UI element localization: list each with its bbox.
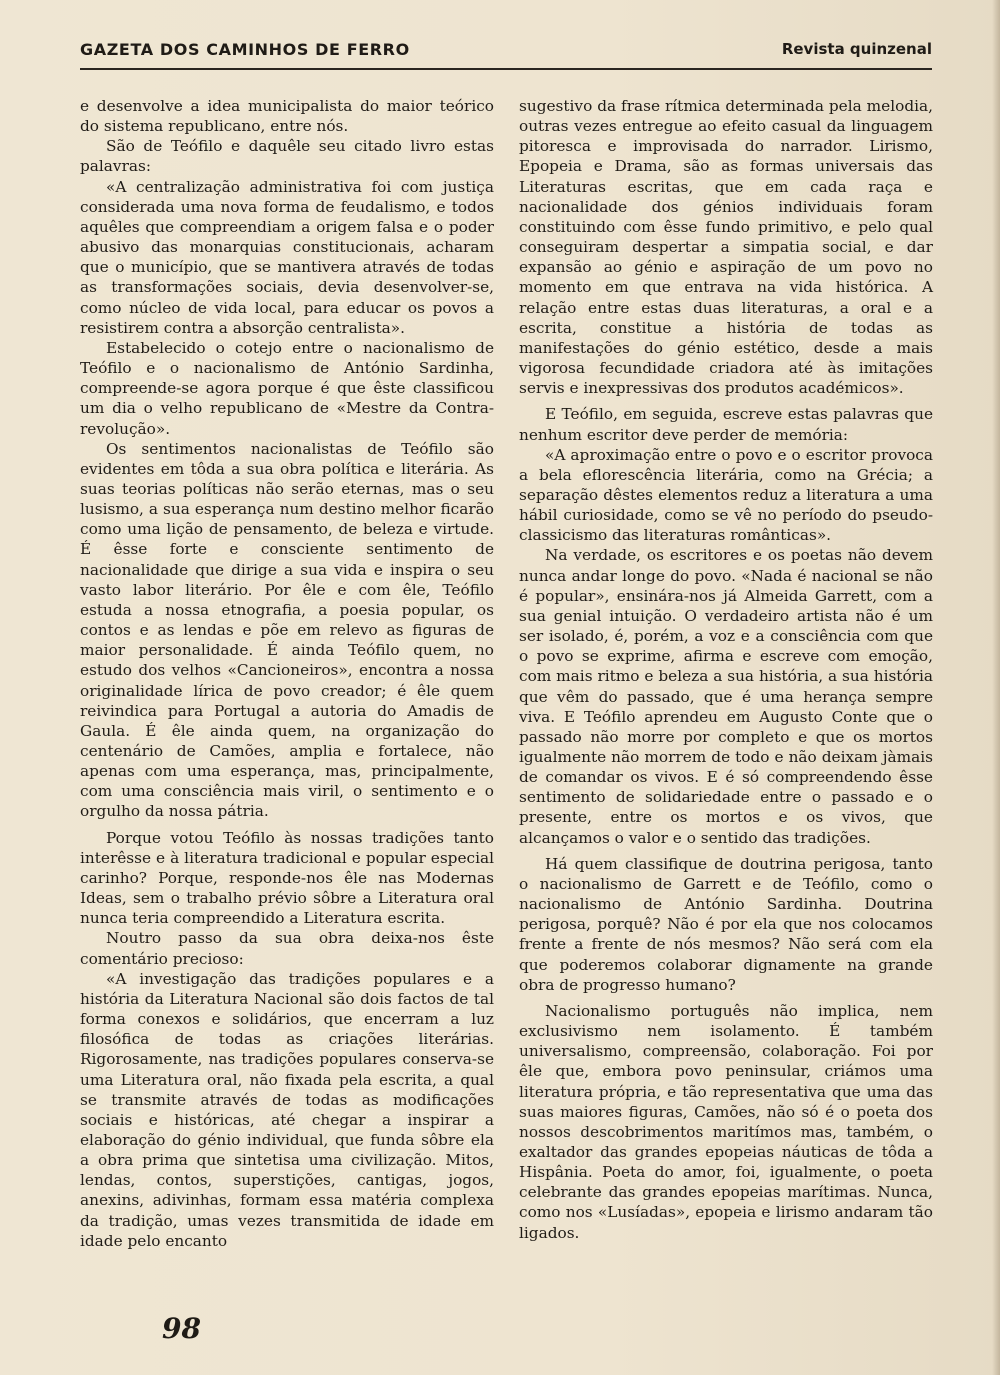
paragraph: e desenvolve a idea municipalista do maior teórico do sistema republicano, entre nós. xyxy=(80,97,494,136)
journal-title: GAZETA DOS CAMINHOS DE FERRO xyxy=(80,40,410,59)
paragraph: sugestivo da frase rítmica determinada pela melodia, outras vezes entregue ao efeito casual da linguagem pitoresca e improvisada do narrador. Lirismo, Epopeia e Drama, são as formas universais das Literaturas escritas, que em cada raça e nacionalidade dos génios individuais foram constituindo com êsse fundo primitivo, e pelo qual conseguiram despertar a simpatia social, e dar expansão ao génio e aspiração de um povo no momento em que entrava na vida histórica. A relação entre estas duas literaturas, a oral e a escrita, constitue a história de todas as manifestações do génio estético, desde a mais vigorosa fecundidade criadora até às imitações servis e inexpressivas dos produtos académicos». xyxy=(519,97,933,398)
paragraph: Porque votou Teófilo às nossas tradições tanto interêsse e à literatura tradicional e popular especial carinho? Porque, responde-nos êle nas Modernas Ideas, sem o trabalho prévio sôbre a Literatura oral nunca teria compreendido a Literatura escrita. xyxy=(80,828,494,928)
paragraph: Há quem classifique de doutrina perigosa, tanto o nacionalismo de Garrett e de Teófilo, como o nacionalismo de António Sardinha. Doutrina perigosa, porquê? Não é por ela que nos colocamos frente a frente de nós mesmos? Não será com ela que poderemos colaborar dignamente na grande obra de progresso humano? xyxy=(519,854,933,994)
page-edge-shadow xyxy=(992,0,1000,1375)
paragraph: Os sentimentos nacionalistas de Teófilo são evidentes em tôda a sua obra política e literária. As suas teorias políticas não serão eternas, mas o seu lusismo, a sua esperança num destino melhor ficarão como uma lição de pensamento, de beleza e virtude. É êsse forte e consciente sentimento de nacionalidade que dirige a sua vida e inspira o seu vasto labor literário. Por êle e com êle, Teófilo estuda a nossa etnografia, a poesia popular, os contos e as lendas e põe em relevo as figuras de maior personalidade. É ainda Teófilo quem, no estudo dos velhos «Cancioneiros», encontra a nossa originalidade lírica de povo creador; é êle quem reivindica para Portugal a autoria do Amadis de Gaula. É êle ainda quem, na organização do centenário de Camões, amplia e fortalece, não apenas com uma esperança, mas, principalmente, com uma consciência mais viril, o sentimento e o orgulho da nossa pátria. xyxy=(80,439,494,821)
paragraph: E Teófilo, em seguida, escreve estas palavras que nenhum escritor deve perder de memória: xyxy=(519,405,933,444)
running-header xyxy=(80,38,932,70)
left-column xyxy=(80,96,494,1251)
paragraph: Nacionalismo português não implica, nem exclusivismo nem isolamento. É também universalismo, compreensão, colaboração. Foi por êle que, embora povo peninsular, criámos uma literatura própria, e tão representativa que uma das suas maiores figuras, Camões, não só é o poeta dos nossos descobrimentos maritímos mas, também, o exaltador das grandes epopeias náuticas de tôda a Hispânia. Poeta do amor, foi, igualmente, o poeta celebrante das grandes epopeias marítimas. Nunca, como nos «Lusíadas», epopeia e lirismo andaram tão ligados. xyxy=(519,1001,933,1242)
paragraph: Na verdade, os escritores e os poetas não devem nunca andar longe do povo. «Nada é nacional se não é popular», ensinára-nos já Almeida Garrett, com a sua genial intuição. O verdadeiro artista não é um ser isolado, é, porém, a voz e a consciência com que o povo se exprime, afirma e escreve com emoção, com mais ritmo e beleza a sua história, a sua história que vêm do passado, que é uma herança sempre viva. E Teófilo aprendeu em Augusto Conte que o passado não morre por completo e que os mortos igualmente não morrem de todo e não deixam jàmais de comandar os vivos. E é só compreendendo êsse sentimento de solidariedade entre o passado e o presente, entre os mortos e os vivos, que alcançamos o valor e o sentido das tradições. xyxy=(519,546,933,847)
paragraph: São de Teófilo e daquêle seu citado livro estas palavras: xyxy=(80,137,494,176)
right-column xyxy=(519,96,933,1243)
paragraph: «A aproximação entre o povo e o escritor provoca a bela eflorescência literária, como na Grécia; a separação dêstes elementos reduz a literatura a uma hábil curiosidade, como se vê no período do pseudo-classicismo das literaturas românticas». xyxy=(519,445,933,545)
paragraph: «A centralização administrativa foi com justiça considerada uma nova forma de feudalismo, e todos aquêles que compreendiam a origem falsa e o poder abusivo das monarquias constitucionais, acharam que o município, que se mantivera através de todas as transformações sociais, devia desenvolver-se, como núcleo de vida local, para educar os povos a resistirem contra a absorção centralista». xyxy=(80,177,494,337)
paragraph: Estabelecido o cotejo entre o nacionalismo de Teófilo e o nacionalismo de António Sardinha, compreende-se agora porque é que êste classificou um dia o velho republicano de «Mestre da Contra-revolução». xyxy=(80,338,494,438)
page-number: 98 xyxy=(162,1312,201,1345)
paragraph: Noutro passo da sua obra deixa-nos êste comentário precioso: xyxy=(80,929,494,968)
journal-subtitle: Revista quinzenal xyxy=(781,40,932,58)
paragraph: «A investigação das tradições populares e a história da Literatura Nacional são dois factos de tal forma conexos e solidários, que encerram a luz filosófica de todas as criações literárias. Rigorosamente, nas tradições populares conserva-se uma Literatura oral, não fixada pela escrita, a qual se transmite através de todas as modificações sociais e históricas, até chegar a inspirar a elaboração do génio individual, que funda sôbre ela a obra prima que sintetisa uma civilização. Mitos, lendas, contos, superstições, cantigas, jogos, anexins, adivinhas, formam essa matéria complexa da tradição, umas vezes transmitida de idade em idade pelo encanto xyxy=(80,969,494,1250)
